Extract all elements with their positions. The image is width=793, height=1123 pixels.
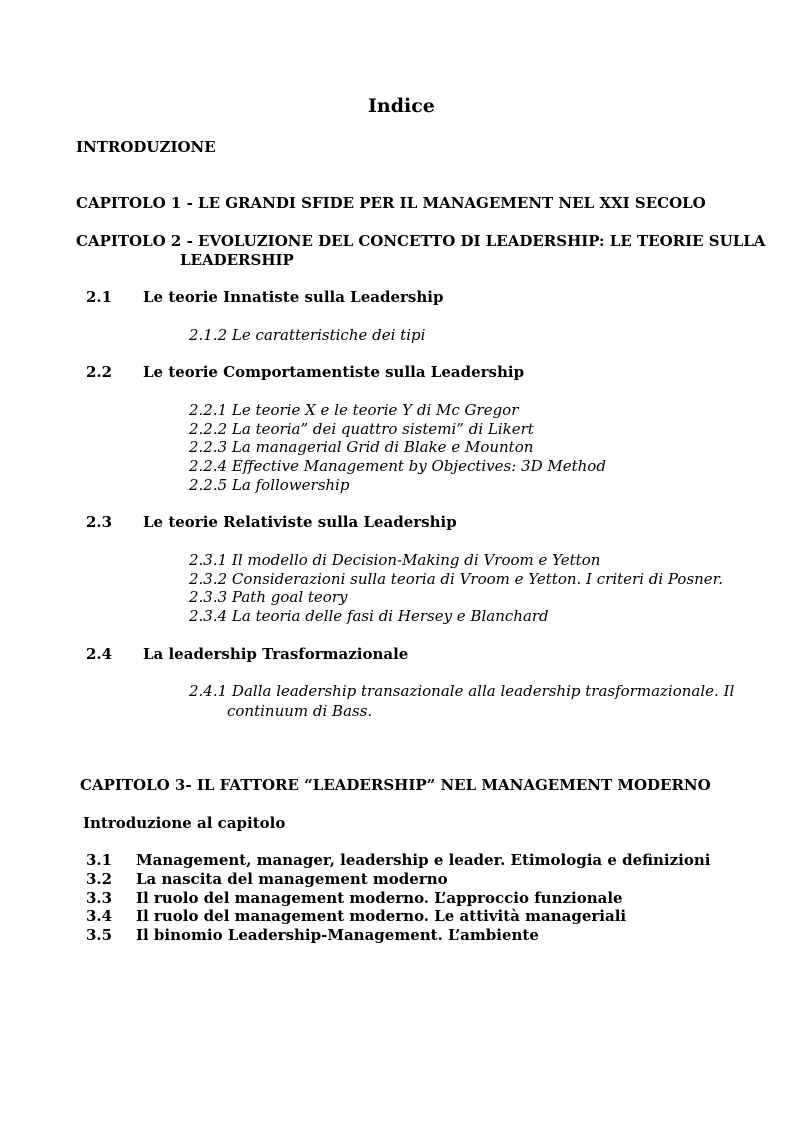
section-number: 3.4 (86, 907, 113, 925)
subsection-entry: 2.3.2 Considerazioni sulla teoria di Vroom e Yetton. I criteri di Posner. (189, 570, 723, 588)
section-number: 2.2 (86, 363, 113, 381)
subsection-entry: 2.3.4 La teoria delle fasi di Hersey e Blanchard (189, 607, 549, 625)
section-title: La nascita del management moderno (136, 870, 448, 888)
subsection-entry: 2.3.3 Path goal teory (189, 588, 348, 606)
section-number: 3.2 (86, 870, 113, 888)
section-number: 2.4 (86, 645, 113, 663)
subsection-entry-continued: continuum di Bass. (227, 702, 373, 720)
section-title: Le teorie Comportamentiste sulla Leadership (143, 363, 525, 381)
section-title: La leadership Trasformazionale (143, 645, 409, 663)
subsection-entry: 2.3.1 Il modello di Decision-Making di Vroom e Yetton (189, 551, 601, 569)
section-title: Le teorie Relativiste sulla Leadership (143, 513, 457, 531)
section-title: Il binomio Leadership-Management. L’ambiente (136, 926, 539, 944)
section-title: Il ruolo del management moderno. L’approccio funzionale (136, 889, 623, 907)
subsection-entry: 2.2.2 La teoria” dei quattro sistemi” di Likert (189, 420, 534, 438)
section-title: Il ruolo del management moderno. Le attività manageriali (136, 907, 627, 925)
section-number: 2.3 (86, 513, 113, 531)
chapter-2-heading-continued: LEADERSHIP (180, 251, 294, 269)
section-title: Management, manager, leadership e leader. Etimologia e definizioni (136, 851, 711, 869)
chapter-2-heading: CAPITOLO 2 - EVOLUZIONE DEL CONCETTO DI LEADERSHIP: LE TEORIE SULLA (76, 232, 766, 250)
introduzione-heading: INTRODUZIONE (76, 138, 216, 156)
subsection-entry: 2.2.5 La followership (189, 476, 350, 494)
section-number: 3.3 (86, 889, 113, 907)
page-title: Indice (368, 95, 435, 117)
chapter-1-heading: CAPITOLO 1 - LE GRANDI SFIDE PER IL MANAGEMENT NEL XXI SECOLO (76, 194, 706, 212)
subsection-entry: 2.2.1 Le teorie X e le teorie Y di Mc Gregor (189, 401, 519, 419)
section-number: 2.1 (86, 288, 113, 306)
section-number: 3.5 (86, 926, 113, 944)
section-number: 3.1 (86, 851, 113, 869)
section-title: Le teorie Innatiste sulla Leadership (143, 288, 444, 306)
subsection-entry: 2.4.1 Dalla leadership transazionale alla leadership trasformazionale. Il (189, 682, 735, 700)
chapter-3-intro: Introduzione al capitolo (83, 814, 286, 832)
subsection-entry: 2.2.3 La managerial Grid di Blake e Mounton (189, 438, 534, 456)
chapter-3-heading: CAPITOLO 3- IL FATTORE “LEADERSHIP” NEL MANAGEMENT MODERNO (80, 776, 711, 794)
subsection-entry: 2.2.4 Effective Management by Objectives: 3D Method (189, 457, 606, 475)
subsection-entry: 2.1.2 Le caratteristiche dei tipi (189, 326, 426, 344)
